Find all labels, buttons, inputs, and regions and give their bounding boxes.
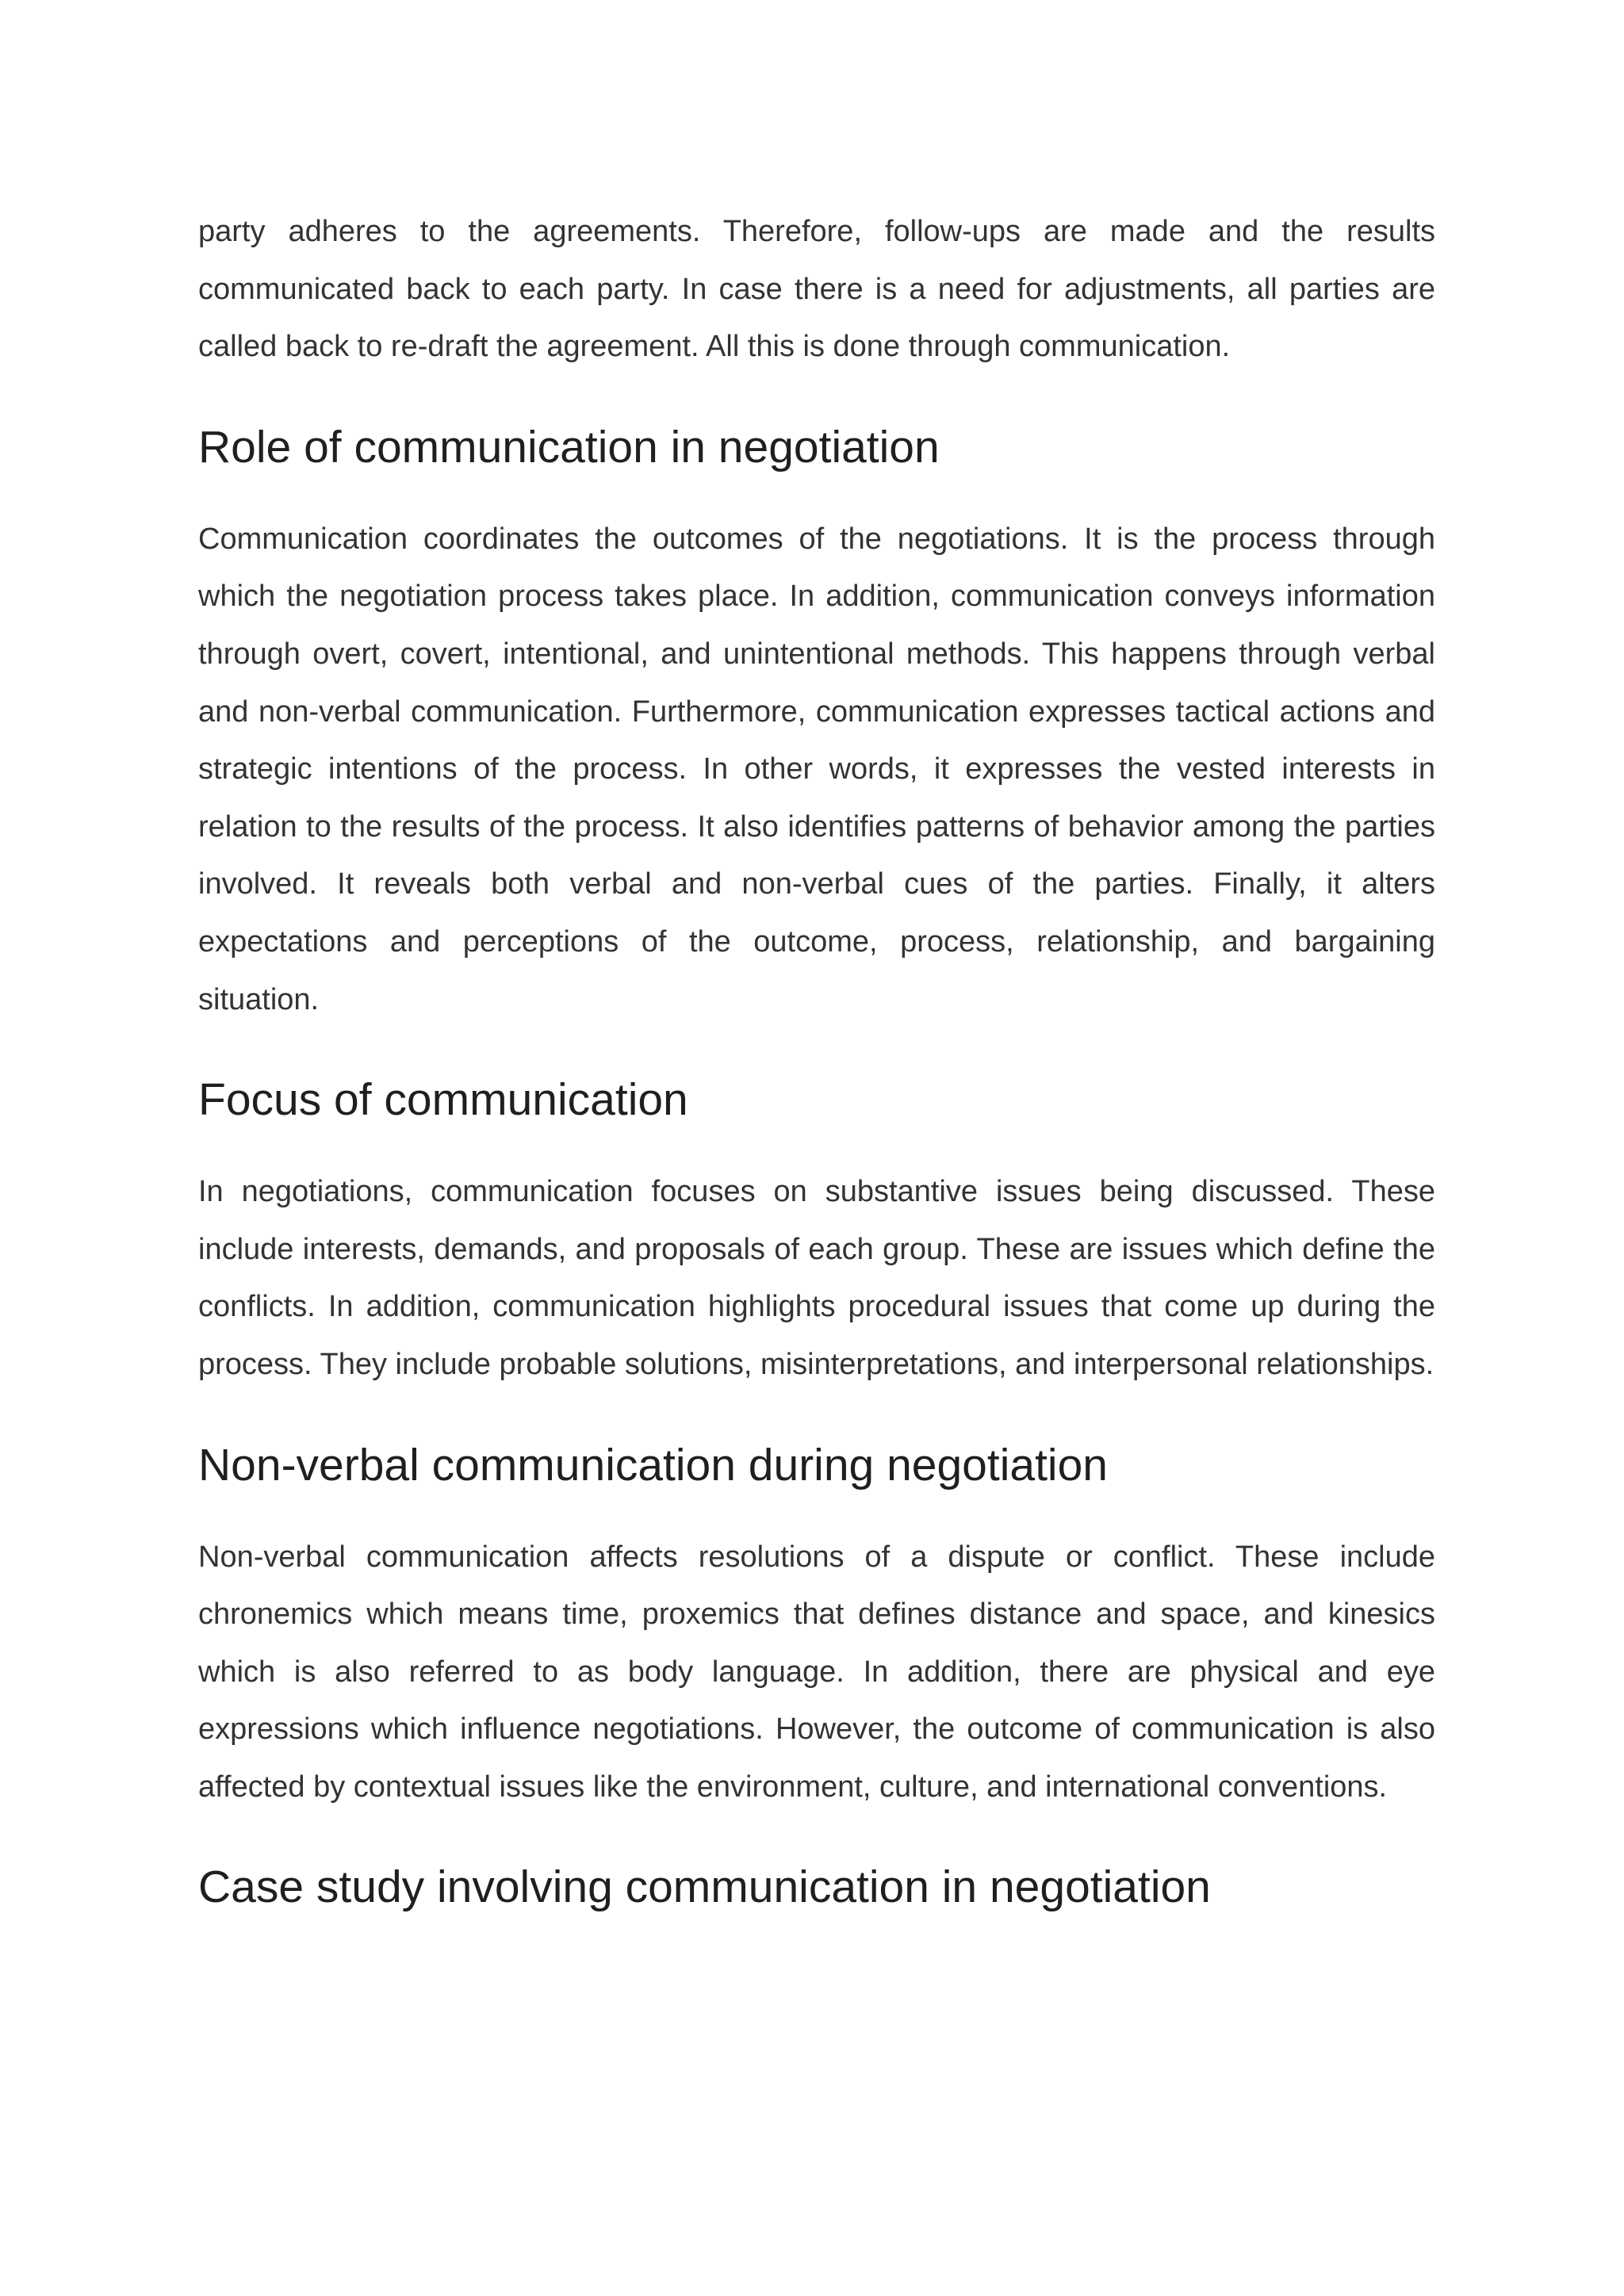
paragraph-non-verbal-communication: Non-verbal communication affects resolutions of a dispute or conflict. These include chronemics which means time, proxemics that defines distance and space, and kinesics which is also referred to as body language. In addition, there are physical and eye expressions which influence negotiations. However, the outcome of communication is also affected by contextual issues like the environment, culture, and international conventions. [198,1540,1435,1804]
heading-case-study: Case study involving communication in negotiation [198,1862,1211,1913]
heading-focus-of-communication: Focus of communication [198,1074,688,1126]
paragraph-focus-of-communication: In negotiations, communication focuses on substantive issues being discussed. These include interests, demands, and proposals of each group. These are issues which define the conflicts. In addition, communication highlights procedural issues that come up during the process. They include probable solutions, misinterpretations, and interpersonal relationships. [198,1175,1435,1381]
document-page [198,203,1435,1919]
paragraph-follow-ups: party adheres to the agreements. Therefore, follow-ups are made and the results communicated back to each party. In case there is a need for adjustments, all parties are called back to re-draft the agreement. All this is done through communication. [198,215,1435,364]
paragraph-role-of-communication: Communication coordinates the outcomes of the negotiations. It is the process through which the negotiation process takes place. In addition, communication conveys information through overt, covert, intentional, and unintentional methods. This happens through verbal and non-verbal communication. Furthermore, communication expresses tactical actions and strategic intentions of the process. In other words, it expresses the vested interests in relation to the results of the process. It also identifies patterns of behavior among the parties involved. It reveals both verbal and non-verbal cues of the parties. Finally, it alters expectations and perceptions of the outcome, process, relationship, and bargaining situation. [198,522,1435,1016]
heading-role-of-communication: Role of communication in negotiation [198,421,940,473]
heading-non-verbal-communication: Non-verbal communication during negotiation [198,1439,1108,1490]
